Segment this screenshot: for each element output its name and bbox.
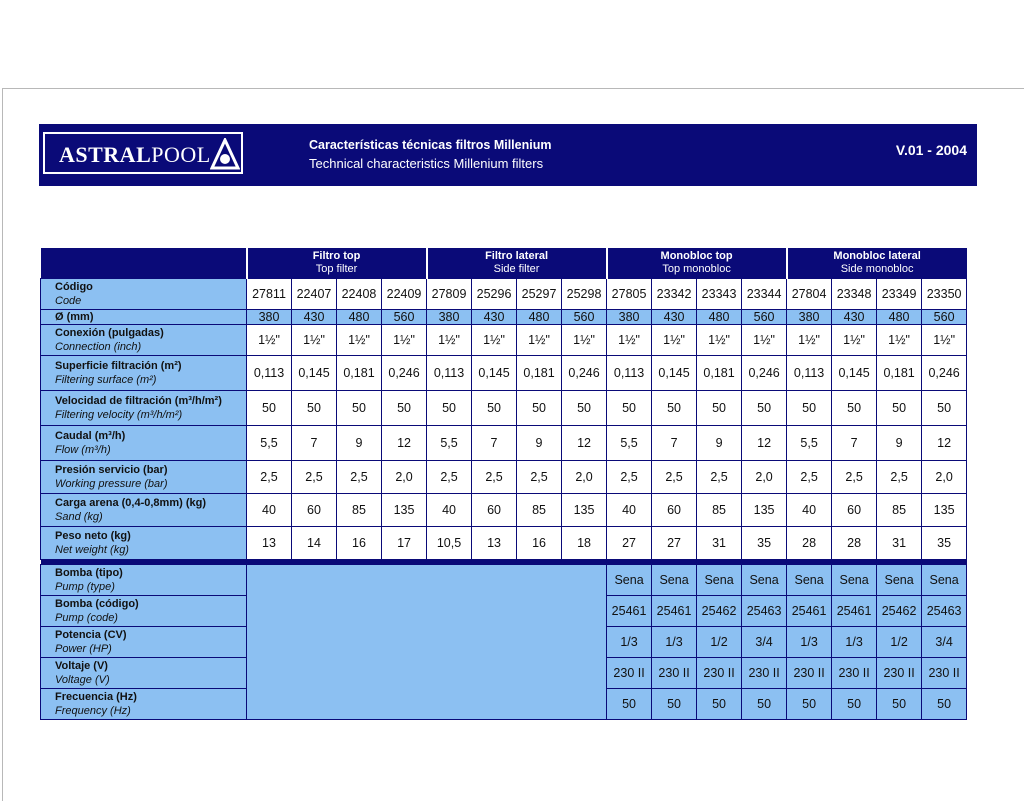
table-cell: 25461	[652, 596, 697, 627]
table-cell: 430	[832, 310, 877, 325]
row-label-es: Velocidad de filtración (m³/h/m²)	[55, 395, 222, 407]
table-cell: 12	[742, 426, 787, 461]
row-label-es: Ø (mm)	[55, 311, 94, 323]
table-cell: 25296	[472, 279, 517, 310]
table-row	[41, 527, 967, 560]
table-cell: 1½"	[787, 325, 832, 356]
table-cell: 50	[607, 391, 652, 426]
table-cell: 230 II	[742, 658, 787, 689]
logo-brand-light: POOL	[151, 142, 211, 167]
row-label-es: Conexión (pulgadas)	[55, 327, 164, 339]
table-cell: 2,5	[472, 461, 517, 494]
table-cell: 25463	[922, 596, 967, 627]
pump-row-label	[41, 565, 247, 596]
table-cell: 85	[517, 494, 562, 527]
table-row	[41, 325, 967, 356]
table-cell: 0,113	[787, 356, 832, 391]
table-cell: 31	[697, 527, 742, 560]
table-cell: 50	[652, 391, 697, 426]
table-cell: 430	[292, 310, 337, 325]
table-cell: 23344	[742, 279, 787, 310]
table-cell: 50	[877, 391, 922, 426]
table-row	[41, 356, 967, 391]
table-cell: 2,5	[607, 461, 652, 494]
row-label-en: Flow (m³/h)	[55, 444, 111, 456]
table-cell: 31	[877, 527, 922, 560]
title-english: Technical characteristics Millenium filters	[309, 156, 544, 171]
table-cell: 480	[877, 310, 922, 325]
spec-row-label	[41, 527, 247, 560]
table-cell: 35	[742, 527, 787, 560]
table-cell: 25297	[517, 279, 562, 310]
table-cell: 7	[652, 426, 697, 461]
table-cell: 3/4	[922, 627, 967, 658]
row-label-es: Superficie filtración (m²)	[55, 360, 182, 372]
table-cell: 7	[832, 426, 877, 461]
table-cell: 5,5	[607, 426, 652, 461]
row-label-en: Sand (kg)	[55, 511, 103, 523]
title-spanish: Características técnicas filtros Millenium	[309, 138, 552, 152]
table-row	[41, 494, 967, 527]
row-label-es: Carga arena (0,4-0,8mm) (kg)	[55, 497, 206, 509]
table-cell: Sena	[742, 565, 787, 596]
table-cell: 50	[697, 391, 742, 426]
table-cell: 23350	[922, 279, 967, 310]
table-cell: 22409	[382, 279, 427, 310]
table-cell: 3/4	[742, 627, 787, 658]
table-cell: 9	[697, 426, 742, 461]
table-cell: 2,0	[922, 461, 967, 494]
table-cell: 60	[652, 494, 697, 527]
table-cell: 1/3	[607, 627, 652, 658]
table-cell: 1½"	[337, 325, 382, 356]
table-cell: 0,145	[832, 356, 877, 391]
table-row	[41, 279, 967, 310]
table-cell: 1½"	[292, 325, 337, 356]
row-label-en: Pump (type)	[55, 581, 115, 593]
table-cell: 1½"	[652, 325, 697, 356]
table-cell: 50	[787, 391, 832, 426]
table-cell: 50	[832, 391, 877, 426]
table-cell: 12	[562, 426, 607, 461]
spec-row-label	[41, 279, 247, 310]
table-cell: Sena	[697, 565, 742, 596]
spec-row-label	[41, 391, 247, 426]
table-cell: 50	[517, 391, 562, 426]
table-cell: 27804	[787, 279, 832, 310]
specs-table	[40, 248, 967, 720]
header-banner	[39, 124, 977, 186]
table-cell: 2,5	[832, 461, 877, 494]
table-cell: 2,5	[427, 461, 472, 494]
table-cell: 0,181	[877, 356, 922, 391]
table-cell: 1½"	[382, 325, 427, 356]
table-cell: 1½"	[697, 325, 742, 356]
table-cell: 0,181	[697, 356, 742, 391]
table-cell: 50	[742, 689, 787, 720]
row-label-en: Working pressure (bar)	[55, 478, 168, 490]
table-cell: 25462	[697, 596, 742, 627]
table-cell: 1½"	[472, 325, 517, 356]
table-cell: 135	[382, 494, 427, 527]
table-cell: 50	[922, 391, 967, 426]
table-cell: 0,113	[247, 356, 292, 391]
pump-row-label	[41, 689, 247, 720]
table-cell: 2,0	[742, 461, 787, 494]
table-cell: 50	[607, 689, 652, 720]
table-cell: 22408	[337, 279, 382, 310]
row-label-en: Connection (inch)	[55, 341, 142, 353]
table-cell: 1½"	[247, 325, 292, 356]
table-cell: Sena	[922, 565, 967, 596]
table-cell: 40	[427, 494, 472, 527]
table-cell: 560	[922, 310, 967, 325]
table-cell: 560	[562, 310, 607, 325]
table-cell: 380	[427, 310, 472, 325]
table-cell: 230 II	[652, 658, 697, 689]
version-label: V.01 - 2004	[895, 142, 967, 158]
table-cell: 0,145	[472, 356, 517, 391]
row-label-es: Potencia (CV)	[55, 629, 127, 641]
table-cell: 50	[697, 689, 742, 720]
table-cell: 23343	[697, 279, 742, 310]
table-row	[41, 310, 967, 325]
table-cell: 50	[652, 689, 697, 720]
table-cell: 560	[382, 310, 427, 325]
table-cell: 1/3	[787, 627, 832, 658]
table-cell: 50	[247, 391, 292, 426]
table-cell: 12	[922, 426, 967, 461]
table-cell: 480	[337, 310, 382, 325]
table-cell: 13	[247, 527, 292, 560]
table-cell: 25461	[787, 596, 832, 627]
table-cell: 2,5	[247, 461, 292, 494]
brand-logo	[43, 132, 243, 174]
table-cell: 480	[697, 310, 742, 325]
table-cell: 380	[787, 310, 832, 325]
table-cell: 17	[382, 527, 427, 560]
table-cell: 230 II	[832, 658, 877, 689]
table-cell: 50	[787, 689, 832, 720]
table-cell: 230 II	[607, 658, 652, 689]
table-cell: 25462	[877, 596, 922, 627]
table-cell: 1½"	[832, 325, 877, 356]
table-cell: 50	[427, 391, 472, 426]
group-header-top-filter: Filtro top Top filter	[247, 248, 427, 279]
row-label-es: Bomba (código)	[55, 598, 139, 610]
row-label-en: Net weight (kg)	[55, 544, 129, 556]
table-cell: 0,113	[607, 356, 652, 391]
table-cell: 50	[922, 689, 967, 720]
table-cell: 135	[742, 494, 787, 527]
table-cell: 0,113	[427, 356, 472, 391]
table-cell: Sena	[787, 565, 832, 596]
table-cell: 27	[652, 527, 697, 560]
table-cell: 60	[472, 494, 517, 527]
table-cell: 9	[877, 426, 922, 461]
table-corner	[41, 248, 247, 279]
table-cell: 560	[742, 310, 787, 325]
group-header-top-monobloc: Monobloc top Top monobloc	[607, 248, 787, 279]
table-cell: 16	[337, 527, 382, 560]
row-label-es: Código	[55, 281, 93, 293]
table-cell: 0,246	[562, 356, 607, 391]
pump-row	[41, 565, 967, 596]
table-cell: 2,0	[382, 461, 427, 494]
table-cell: 230 II	[787, 658, 832, 689]
table-cell: 50	[742, 391, 787, 426]
spec-row-label	[41, 310, 247, 325]
row-label-en: Filtering velocity (m³/h/m²)	[55, 409, 183, 421]
pump-row-label	[41, 627, 247, 658]
table-cell: 1/3	[652, 627, 697, 658]
table-cell: 2,5	[787, 461, 832, 494]
table-cell: 13	[472, 527, 517, 560]
table-cell: 35	[922, 527, 967, 560]
table-cell: 1/2	[697, 627, 742, 658]
table-cell: 0,246	[922, 356, 967, 391]
table-row	[41, 426, 967, 461]
logo-brand-bold: ASTRAL	[59, 142, 152, 167]
table-cell: 50	[292, 391, 337, 426]
table-cell: 230 II	[877, 658, 922, 689]
table-cell: 14	[292, 527, 337, 560]
table-cell: 380	[247, 310, 292, 325]
pump-row-label	[41, 596, 247, 627]
table-cell: 25461	[607, 596, 652, 627]
row-label-en: Pump (code)	[55, 612, 118, 624]
table-cell: 9	[337, 426, 382, 461]
table-cell: 1½"	[877, 325, 922, 356]
table-cell: 27	[607, 527, 652, 560]
table-cell: Sena	[877, 565, 922, 596]
row-label-es: Bomba (tipo)	[55, 567, 123, 579]
table-cell: 9	[517, 426, 562, 461]
table-cell: 1½"	[562, 325, 607, 356]
table-cell: 135	[562, 494, 607, 527]
table-cell: 1½"	[607, 325, 652, 356]
table-cell: 85	[697, 494, 742, 527]
table-cell: 12	[382, 426, 427, 461]
table-cell: 50	[877, 689, 922, 720]
table-cell: 5,5	[787, 426, 832, 461]
table-cell: 0,246	[382, 356, 427, 391]
table-cell: 50	[472, 391, 517, 426]
table-cell: 25463	[742, 596, 787, 627]
table-cell: 1½"	[427, 325, 472, 356]
table-cell: 18	[562, 527, 607, 560]
pump-row-label	[41, 658, 247, 689]
table-cell: 1/2	[877, 627, 922, 658]
table-cell: 2,5	[697, 461, 742, 494]
table-cell: 2,5	[877, 461, 922, 494]
spec-row-label	[41, 426, 247, 461]
table-cell: 25298	[562, 279, 607, 310]
table-cell: 135	[922, 494, 967, 527]
table-cell: 28	[832, 527, 877, 560]
table-cell: 230 II	[697, 658, 742, 689]
table-row	[41, 461, 967, 494]
table-cell: 2,5	[517, 461, 562, 494]
spec-row-label	[41, 461, 247, 494]
table-cell: 0,145	[292, 356, 337, 391]
table-cell: 2,0	[562, 461, 607, 494]
table-cell: 22407	[292, 279, 337, 310]
table-cell: 40	[787, 494, 832, 527]
row-label-es: Caudal (m³/h)	[55, 430, 126, 442]
table-cell: 27811	[247, 279, 292, 310]
table-cell: 50	[337, 391, 382, 426]
table-cell: 1½"	[517, 325, 562, 356]
row-label-en: Code	[55, 295, 82, 307]
group-header-side-monobloc: Monobloc lateral Side monobloc	[787, 248, 967, 279]
table-row	[41, 391, 967, 426]
spec-row-label	[41, 356, 247, 391]
row-label-en: Frequency (Hz)	[55, 705, 131, 717]
table-cell: 40	[607, 494, 652, 527]
table-cell: 50	[562, 391, 607, 426]
table-cell: 230 II	[922, 658, 967, 689]
table-cell: 27809	[427, 279, 472, 310]
table-cell: 27805	[607, 279, 652, 310]
table-cell: 430	[472, 310, 517, 325]
group-header-side-filter: Filtro lateral Side filter	[427, 248, 607, 279]
table-cell: 60	[292, 494, 337, 527]
table-cell: 50	[832, 689, 877, 720]
triangle-logo-icon	[210, 138, 240, 170]
table-cell: 85	[337, 494, 382, 527]
spec-row-label	[41, 494, 247, 527]
table-cell: 7	[292, 426, 337, 461]
table-cell: 23348	[832, 279, 877, 310]
table-cell: 1½"	[922, 325, 967, 356]
table-cell: 85	[877, 494, 922, 527]
table-cell: 2,5	[337, 461, 382, 494]
table-cell: 480	[517, 310, 562, 325]
row-label-en: Voltage (V)	[55, 674, 110, 686]
row-label-es: Peso neto (kg)	[55, 530, 131, 542]
table-cell: 16	[517, 527, 562, 560]
table-cell: 23342	[652, 279, 697, 310]
table-cell: 23349	[877, 279, 922, 310]
row-label-es: Presión servicio (bar)	[55, 464, 168, 476]
table-cell: 10,5	[427, 527, 472, 560]
table-cell: 0,181	[337, 356, 382, 391]
spec-row-label	[41, 325, 247, 356]
table-cell: 28	[787, 527, 832, 560]
table-cell: 5,5	[247, 426, 292, 461]
table-cell: 25461	[832, 596, 877, 627]
table-cell: 0,181	[517, 356, 562, 391]
table-cell: 1½"	[742, 325, 787, 356]
table-cell: Sena	[652, 565, 697, 596]
table-cell: 2,5	[292, 461, 337, 494]
table-cell: 60	[832, 494, 877, 527]
table-cell: 7	[472, 426, 517, 461]
table-cell: 0,246	[742, 356, 787, 391]
table-cell: 2,5	[652, 461, 697, 494]
row-label-en: Power (HP)	[55, 643, 112, 655]
row-label-en: Filtering surface (m²)	[55, 374, 157, 386]
table-cell: 1/3	[832, 627, 877, 658]
table-cell: 0,145	[652, 356, 697, 391]
not-applicable-block	[247, 565, 607, 720]
row-label-es: Frecuencia (Hz)	[55, 691, 137, 703]
table-cell: 380	[607, 310, 652, 325]
table-cell: 40	[247, 494, 292, 527]
table-cell: 5,5	[427, 426, 472, 461]
table-cell: 50	[382, 391, 427, 426]
group-header-row	[41, 248, 967, 279]
row-label-es: Voltaje (V)	[55, 660, 108, 672]
table-cell: Sena	[607, 565, 652, 596]
table-cell: Sena	[832, 565, 877, 596]
table-cell: 430	[652, 310, 697, 325]
